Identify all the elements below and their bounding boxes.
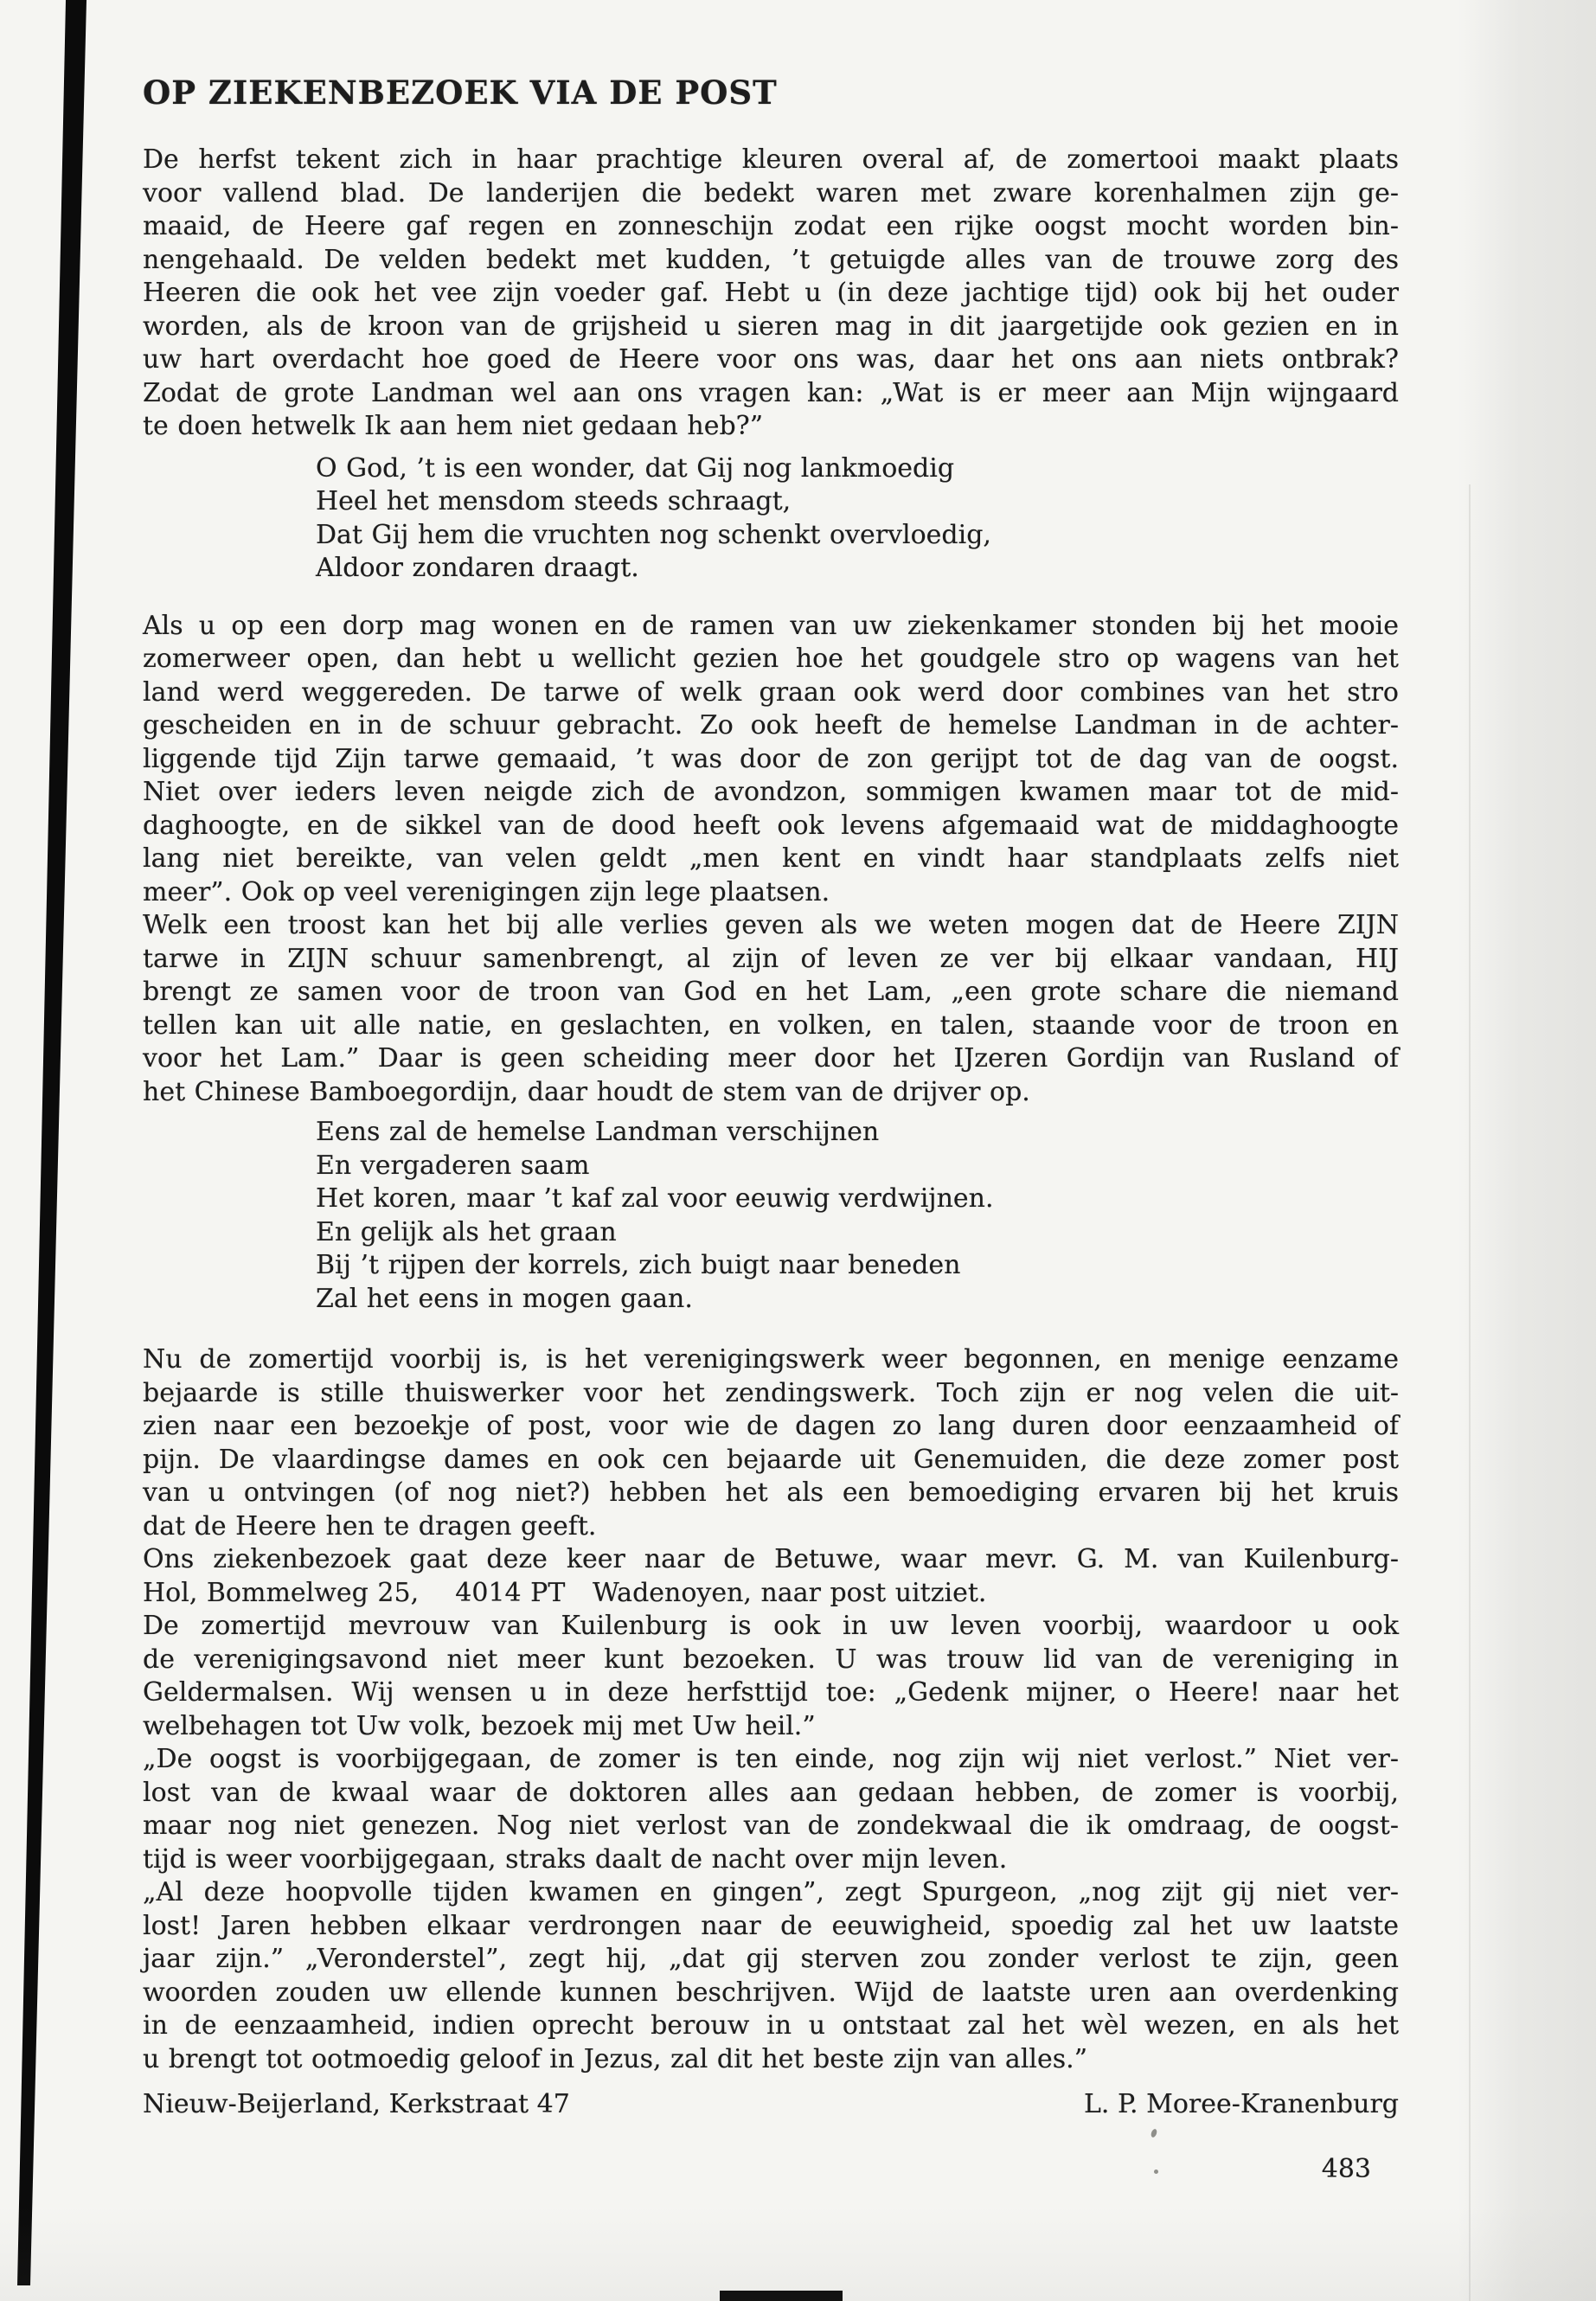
text-line: Als u op een dorp mag wonen en de ramen van uw ziekenkamer stonden bij het mooie [143,610,1399,641]
text-line: land werd weggereden. De tarwe of welk graan ook werd door combines van het stro [143,676,1399,708]
text-line: lost! Jaren hebben elkaar verdrongen naar de eeuwigheid, spoedig zal het uw laatste [143,1910,1399,1941]
text-line: Welk een troost kan het bij alle verlies geven als we weten mogen dat de Heere ZIJN [143,910,1399,940]
text-line: meer”. Ook op veel verenigingen zijn lege plaatsen. [143,876,830,907]
text-line: daghoogte, en de sikkel van de dood heeft ook levens afgemaaid wat de middaghoogte [143,810,1399,841]
text-line: Nu de zomertijd voorbij is, is het verenigingswerk weer begonnen, en menige eenzame [143,1344,1399,1375]
paragraph-block [143,144,1399,444]
text-line: voor vallend blad. De landerijen die bedekt waren met zware korenhalmen zijn ge- [143,177,1399,208]
verse-block [316,1116,1399,1316]
text-line: zomerweer open, dan hebt u wellicht gezien hoe het goudgele stro op wagens van het [143,644,1399,674]
text-line: in de eenzaamheid, indien oprecht berouw in u ontstaat zal het wèl wezen, en als het [143,2010,1399,2041]
text-line: Zal het eens in mogen gaan. [316,1283,693,1314]
text-line: het Chinese Bamboegordijn, daar houdt de stem van de drijver op. [143,1076,1030,1107]
text-line: Dat Gij hem die vruchten nog schenkt overvloedig, [316,519,991,550]
left-ink-bar [17,0,87,2285]
text-line: Het koren, maar ’t kaf zal voor eeuwig verdwijnen. [316,1183,994,1214]
text-line: tijd is weer voorbijgegaan, straks daalt de nacht over mijn leven. [143,1843,1008,1875]
text-line: worden, als de kroon van de grijsheid u sieren mag in dit jaargetijde ook gezien en in [143,311,1399,342]
text-line: Ons ziekenbezoek gaat deze keer naar de Betuwe, waar mevr. G. M. van Kuilenburg- [143,1544,1399,1574]
footer-author-address: Nieuw-Beijerland, Kerkstraat 47 [143,2089,570,2119]
text-line: En vergaderen saam [316,1150,590,1181]
text-line: Geldermalsen. Wij wensen u in deze herfsttijd toe: „Gedenk mijner, o Heere! naar het [143,1677,1399,1708]
text-line: De zomertijd mevrouw van Kuilenburg is ook in uw leven voorbij, waardoor u ook [143,1611,1399,1641]
text-line: Hol, Bommelweg 25, 4014 PT Wadenoyen, naar post uitziet. [143,1577,987,1608]
footer-author-name: L. P. Moree-Kranenburg [1083,2089,1399,2119]
text-line: liggende tijd Zijn tarwe gemaaid, ’t was door de zon gerijpt tot de dag van de oogst. [143,743,1399,774]
text-line: gescheiden en in de schuur gebracht. Zo ook heeft de hemelse Landman in de achter- [143,710,1399,740]
text-line: uw hart overdacht hoe goed de Heere voor ons was, daar het ons aan niets ontbrak? [143,344,1399,375]
text-line: woorden zouden uw ellende kunnen beschrijven. Wijd de laatste uren aan overdenking [143,1977,1399,2008]
bottom-ink-mark [720,2291,843,2301]
text-line: „Al deze hoopvolle tijden kwamen en gingen”, zegt Spurgeon, „nog zijt gij niet ver- [143,1877,1399,1907]
text-line: Eens zal de hemelse Landman verschijnen [316,1117,880,1147]
text-line: lost van de kwaal waar de doktoren alles aan gedaan hebben, de zomer is voorbij, [143,1777,1399,1808]
text-line: Bij ’t rijpen der korrels, zich buigt naar beneden [316,1250,961,1280]
text-line: De herfst tekent zich in haar prachtige kleuren overal af, de zomertooi maakt plaats [143,144,1399,175]
page-edge-line [1469,484,1471,2301]
text-line: lang niet bereikte, van velen geldt „men kent en vindt haar standplaats zelfs niet [143,843,1399,874]
text-blocks [143,144,1399,2076]
text-line: tellen kan uit alle natie, en geslachten, en volken, en talen, staande voor de troon en [143,1009,1399,1041]
text-line: tarwe in ZIJN schuur samenbrengt, al zijn of leven ze ver bij elkaar vandaan, HIJ [143,943,1399,974]
text-line: jaar zijn.” „Veronderstel”, zegt hij, „dat gij sterven zou zonder verlost te zijn, geen [143,1944,1399,1974]
page-number: 483 [1321,2153,1371,2184]
text-line: welbehagen tot Uw volk, bezoek mij met Uw heil.” [143,1710,816,1741]
text-line: maar nog niet genezen. Nog niet verlost van de zondekwaal die ik omdraag, de oogst- [143,1811,1399,1841]
text-line: dat de Heere hen te dragen geeft. [143,1510,597,1541]
text-line: nengehaald. De velden bedekt met kudden, ’t getuigde alles van de trouwe zorg des [143,244,1399,275]
text-column [143,0,1399,2186]
verse-block [316,452,1399,586]
page-title: OP ZIEKENBEZOEK VIA DE POST [143,74,778,112]
paragraph-block [143,610,1399,1110]
text-line: En gelijk als het graan [316,1216,617,1247]
text-line: voor het Lam.” Daar is geen scheiding meer door het IJzeren Gordijn van Rusland of [143,1043,1399,1074]
footer [143,2088,1399,2122]
text-line: te doen hetwelk Ik aan hem niet gedaan heb?” [143,411,764,441]
text-line: bejaarde is stille thuiswerker voor het zendingswerk. Toch zijn er nog velen die uit- [143,1377,1399,1408]
text-line: maaid, de Heere gaf regen en zonneschijn zodat een rijke oogst mocht worden bin- [143,211,1399,241]
text-line: Heeren die ook het vee zijn voeder gaf. Hebt u (in deze jachtige tijd) ook bij het ouder [143,278,1399,308]
text-line: O God, ’t is een wonder, dat Gij nog lankmoedig [316,452,955,484]
text-line: Heel het mensdom steeds schraagt, [316,486,792,516]
text-line: zien naar een bezoekje of post, voor wie de dagen zo lang duren door eenzaamheid of [143,1411,1399,1441]
text-line: „De oogst is voorbijgegaan, de zomer is ten einde, nog zijn wij niet verlost.” Niet ver- [143,1744,1399,1774]
text-line: Aldoor zondaren draagt. [316,553,639,583]
text-line: Zodat de grote Landman wel aan ons vragen kan: „Wat is er meer aan Mijn wijngaard [143,377,1399,408]
text-line: pijn. De vlaardingse dames en ook cen bejaarde uit Genemuiden, die deze zomer post [143,1444,1399,1475]
paragraph-block [143,1343,1399,2076]
text-line: brengt ze samen voor de troon van God en het Lam, „een grote schare die niemand [143,977,1399,1007]
text-line: Niet over ieders leven neigde zich de avondzon, sommigen kwamen maar tot de mid- [143,777,1399,807]
text-line: van u ontvingen (of nog niet?) hebben het als een bemoediging ervaren bij het kruis [143,1477,1399,1508]
text-line: u brengt tot ootmoedig geloof in Jezus, zal dit het beste zijn van alles.” [143,2043,1088,2074]
text-line: de verenigingsavond niet meer kunt bezoeken. U was trouw lid van de vereniging in [143,1644,1399,1675]
